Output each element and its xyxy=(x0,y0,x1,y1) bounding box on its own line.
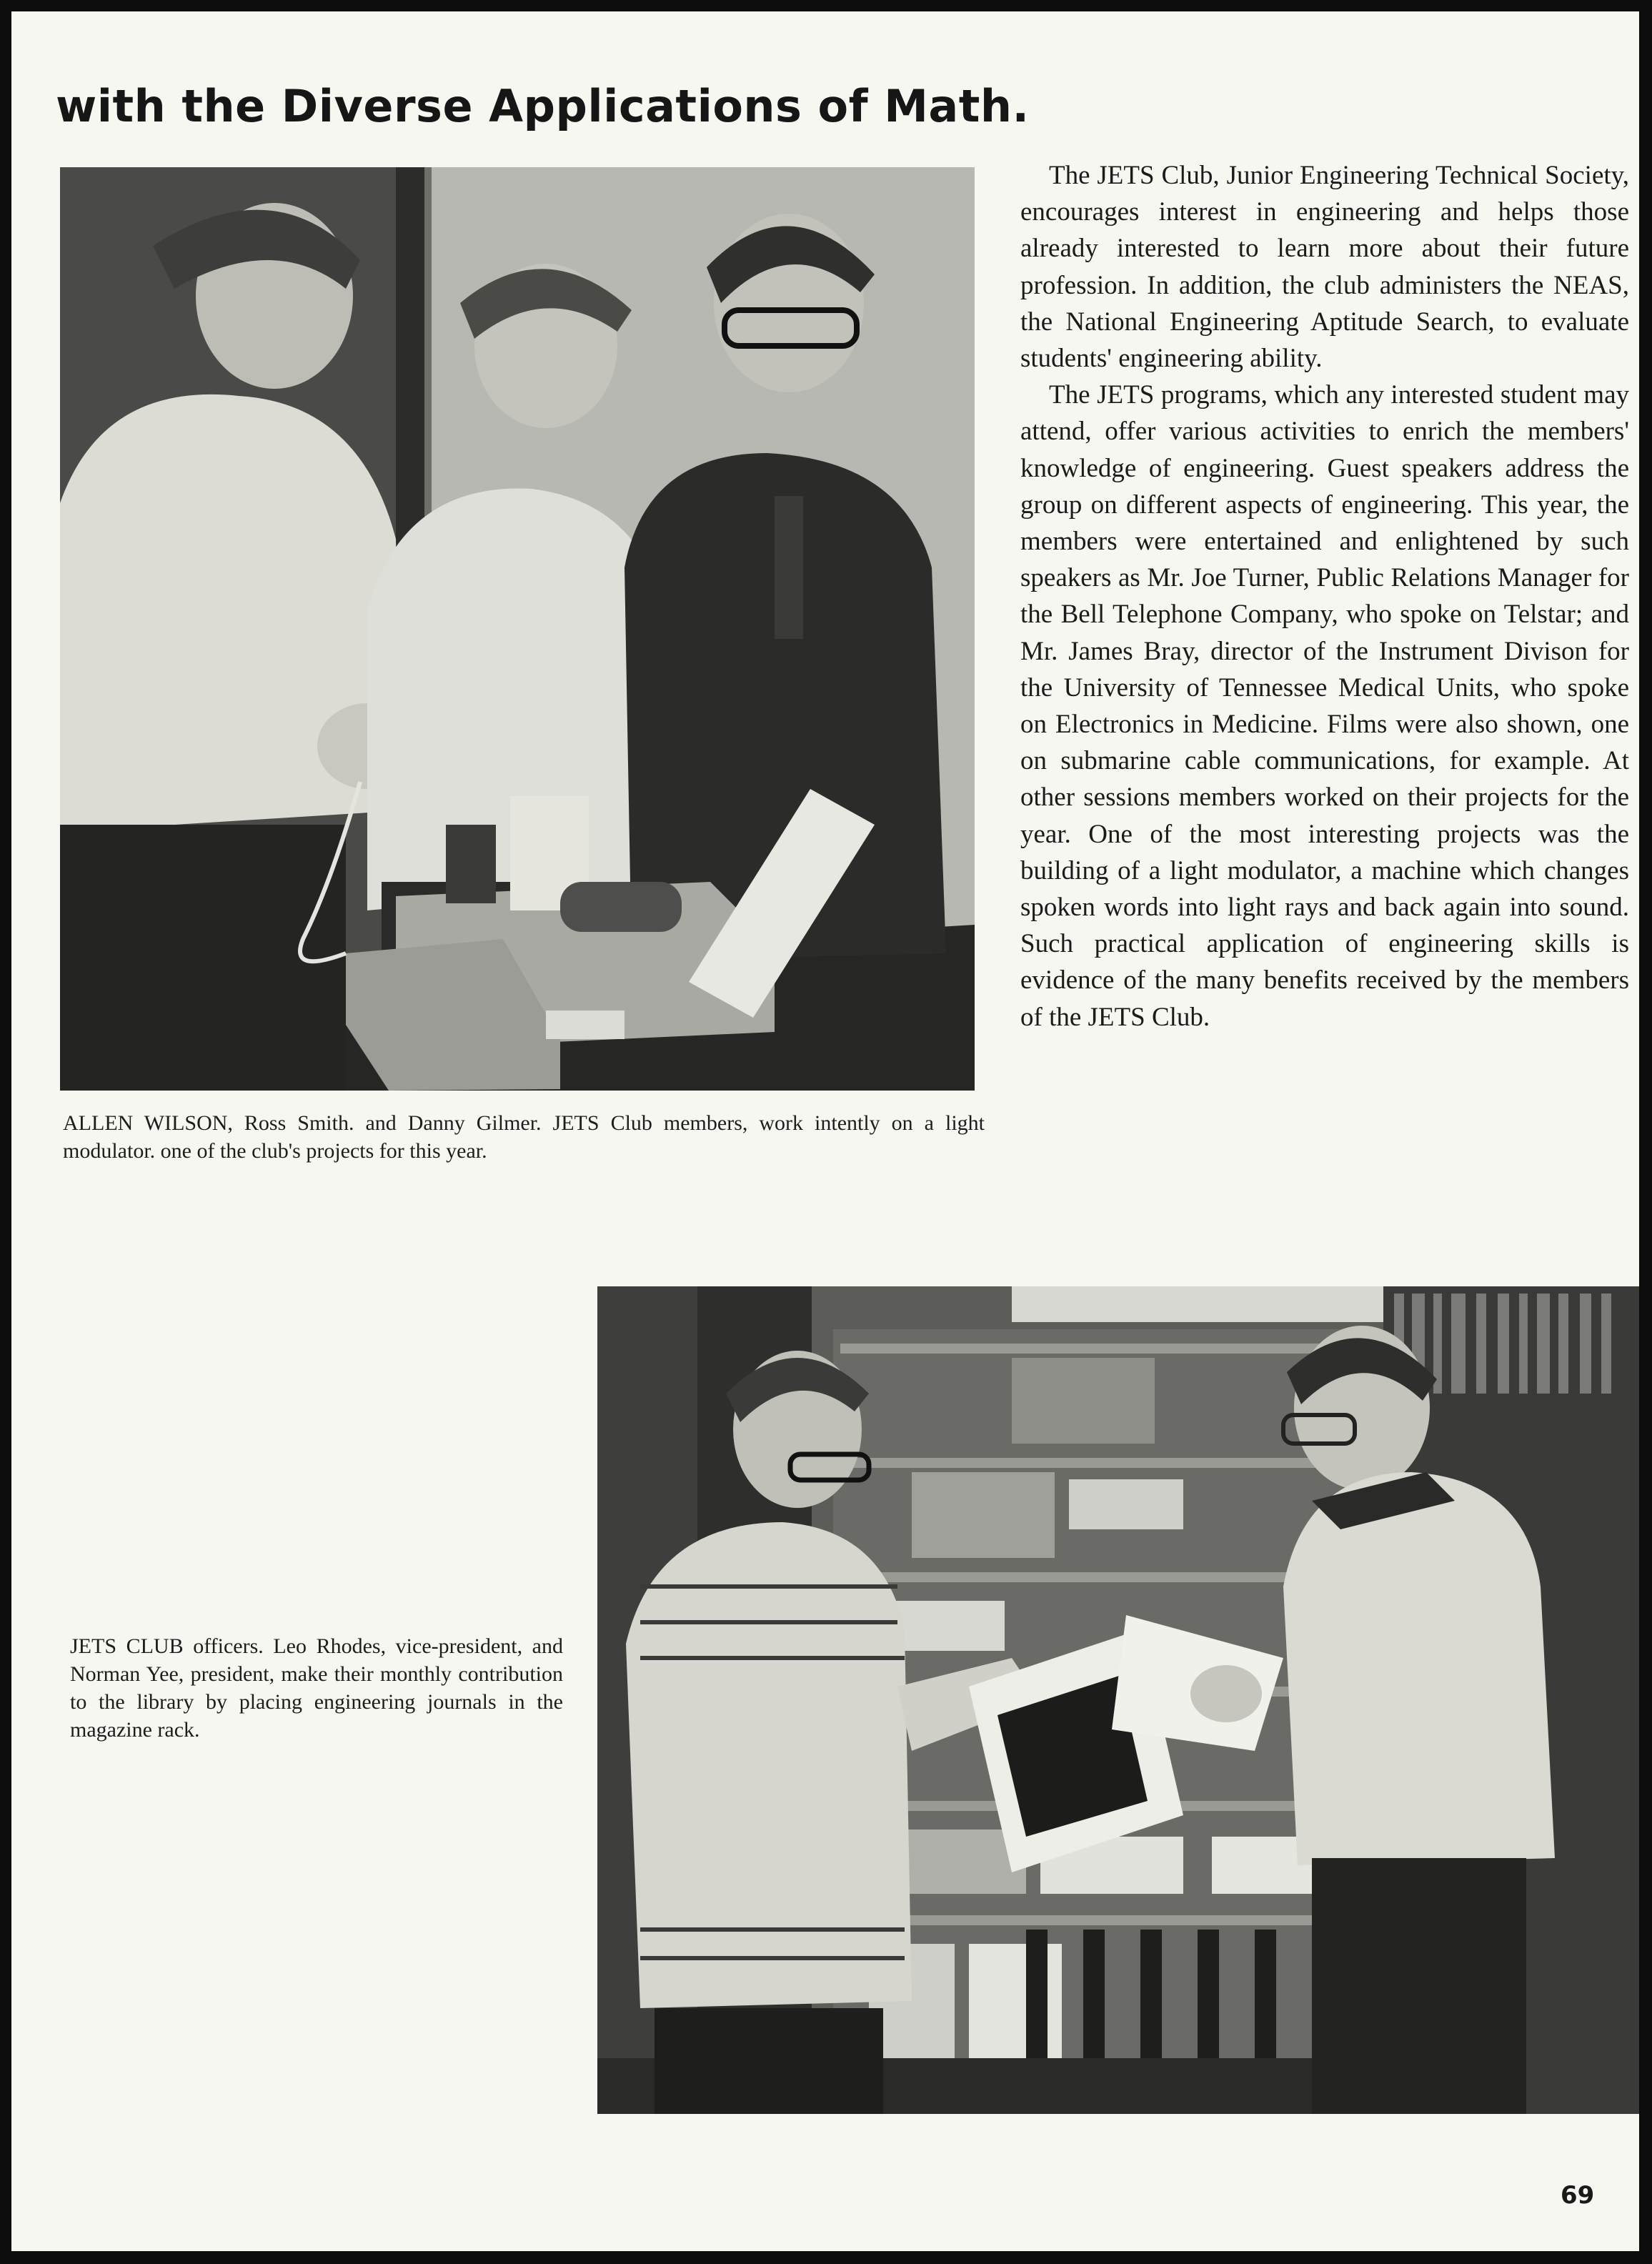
page-number: 69 xyxy=(1561,2181,1595,2210)
photo-light-modulator-image xyxy=(60,167,975,1091)
body-paragraph-1: The JETS Club, Junior Engineering Technical Society, encourages interest in engineering and helps those already interested to learn more about their future profession. In addition, the club administers the NEAS, the National Engineering Aptitude Search, to evaluate students' engineering ability. xyxy=(1020,161,1629,374)
photo-caption-2: JETS CLUB officers. Leo Rhodes, vice-president, and Norman Yee, president, make their monthly contribution to the library by placing engineering journals in the magazine rack. xyxy=(70,1634,563,1742)
photo-magazine-rack-image xyxy=(597,1286,1639,2114)
photo-light-modulator xyxy=(60,167,975,1091)
yearbook-page xyxy=(11,11,1639,2251)
photo-caption-1: ALLEN WILSON, Ross Smith. and Danny Gilmer. JETS Club members, work intently on a light modulator. one of the club's projects for this year. xyxy=(63,1111,985,1163)
headline: with the Diverse Applications of Math. xyxy=(56,80,1030,132)
article-body xyxy=(1020,157,1629,1036)
photo-magazine-rack xyxy=(597,1286,1639,2114)
body-paragraph-2: The JETS programs, which any interested student may attend, offer various activities to enrich the members' knowledge of engineering. Guest speakers address the group on different aspects of engineering. This year, the members were entertained and enlightened by such speakers as Mr. Joe Turner, Public Relations Manager for the Bell Telephone Company, who spoke on Telstar; and Mr. James Bray, director of the Instrument Divison for the University of Tennessee Medical Units, who spoke on Electronics in Medicine. Films were also shown, one on submarine cable communications, for example. At other sessions members worked on their projects for the year. One of the most interesting projects was the building of a light modulator, a machine which changes spoken words into light rays and back again into sound. Such practical application of engineering skills is evidence of the many benefits received by the members of the JETS Club. xyxy=(1020,380,1629,1032)
